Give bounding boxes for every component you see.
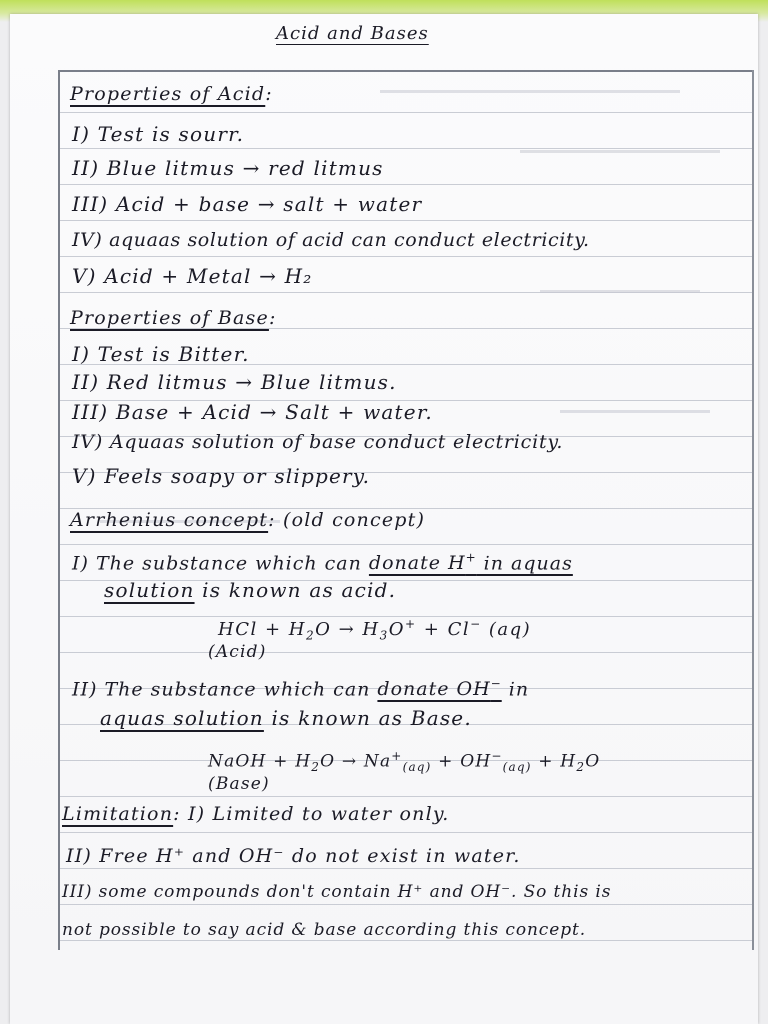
eq-run: + H [531, 751, 577, 772]
ruled-line [60, 904, 752, 905]
text-run: is known as acid. [194, 578, 397, 602]
bleed-through-mark [380, 90, 680, 93]
eq-run: (aq) [481, 619, 532, 640]
underlined-phrase: solution [104, 578, 195, 602]
superscript: − [491, 749, 503, 763]
arrhenius-acid-definition-line1 [72, 546, 573, 575]
base-property-5: V) Feels soapy or slippery. [72, 464, 371, 488]
base-example-label: (Base) [208, 774, 270, 794]
limitation-heading-text: Limitation [62, 803, 174, 825]
superscript: + [465, 551, 477, 565]
superscript: + [391, 749, 403, 763]
ruled-line [60, 220, 752, 221]
left-margin-line [58, 70, 60, 950]
eq-run: + OH [431, 751, 492, 772]
bleed-through-mark [560, 410, 710, 413]
superscript: + [404, 617, 417, 631]
right-margin-line [752, 70, 754, 950]
acid-example-label: (Acid) [208, 642, 267, 662]
base-properties-heading [70, 306, 277, 330]
ruled-line [60, 652, 752, 653]
page-top-rule [58, 70, 754, 72]
text-run: in [501, 678, 530, 701]
acid-properties-heading-text: Properties of Acid [70, 83, 266, 105]
underlined-phrase [369, 552, 477, 574]
subscript: 3 [379, 628, 389, 643]
eq-run: O → H [315, 619, 380, 640]
eq-run: HCl + H [218, 619, 306, 640]
acid-property-3: III) Acid + base → salt + water [72, 192, 423, 216]
arrhenius-heading-text: Arrhenius concept [70, 509, 269, 531]
page-title: Acid and Bases [276, 23, 429, 44]
ruled-line [60, 868, 752, 869]
text-run: I) The substance which can [72, 552, 369, 575]
base-property-3: III) Base + Acid → Salt + water. [72, 400, 433, 424]
acid-properties-heading-colon: : [265, 83, 273, 105]
arrhenius-base-definition-line2 [100, 706, 472, 730]
base-property-2: II) Red litmus → Blue litmus. [72, 370, 397, 394]
underlined-phrase [377, 678, 501, 700]
arrhenius-acid-definition-line2 [104, 578, 396, 602]
underlined-phrase: aquas solution [100, 706, 264, 730]
eq-run: O → Na [320, 751, 392, 772]
eq-run: O [585, 751, 601, 772]
acid-properties-heading [70, 82, 273, 106]
text-run: II) The substance which can [72, 678, 378, 701]
ruled-line [60, 184, 752, 185]
base-properties-heading-colon: : [268, 307, 277, 329]
subscript: 2 [311, 760, 321, 775]
subscript: (aq) [402, 760, 432, 775]
acid-property-1: I) Test is sourr. [72, 122, 245, 146]
ruled-line [60, 544, 752, 545]
eq-run: O [388, 619, 405, 640]
ruled-line [60, 256, 752, 257]
arrhenius-heading-note: : (old concept) [268, 509, 426, 531]
eq-run: + Cl [416, 619, 471, 640]
acid-property-5: V) Acid + Metal → H₂ [72, 264, 313, 288]
acid-property-4: IV) aquaas solution of acid can conduct electricity. [72, 229, 590, 251]
bleed-through-mark [540, 290, 700, 293]
subscript: 2 [305, 628, 316, 643]
base-properties-heading-text: Properties of Base [70, 307, 269, 329]
limitation-item-3-line2: not possible to say acid & base according this concept. [62, 920, 587, 940]
ruled-line [60, 796, 752, 797]
limitation-item-1: : I) Limited to water only. [173, 803, 450, 825]
text-run: donate OH [377, 678, 491, 701]
base-property-4: IV) Aquaas solution of base conduct electricity. [72, 431, 564, 453]
arrhenius-base-definition-line1 [72, 672, 529, 701]
superscript: − [490, 677, 502, 691]
text-run: donate H [368, 552, 466, 575]
bleed-through-mark [520, 150, 720, 153]
limitation-heading [62, 802, 450, 826]
ruled-line [60, 112, 752, 113]
limitation-item-3-line1: III) some compounds don't contain H⁺ and OH⁻. So this is [62, 882, 612, 902]
limitation-item-2: II) Free H⁺ and OH⁻ do not exist in water. [66, 845, 521, 867]
subscript: 2 [576, 760, 586, 775]
underlined-phrase: in aquas [476, 552, 573, 575]
arrhenius-heading [70, 508, 425, 532]
base-property-1: I) Test is Bitter. [72, 342, 250, 366]
acid-property-2: II) Blue litmus → red litmus [72, 156, 384, 180]
subscript: (aq) [502, 760, 532, 775]
ruled-line [60, 832, 752, 833]
ruled-line [60, 148, 752, 149]
text-run: is known as Base. [263, 706, 472, 730]
eq-run: NaOH + H [208, 751, 312, 772]
superscript: − [470, 617, 482, 631]
